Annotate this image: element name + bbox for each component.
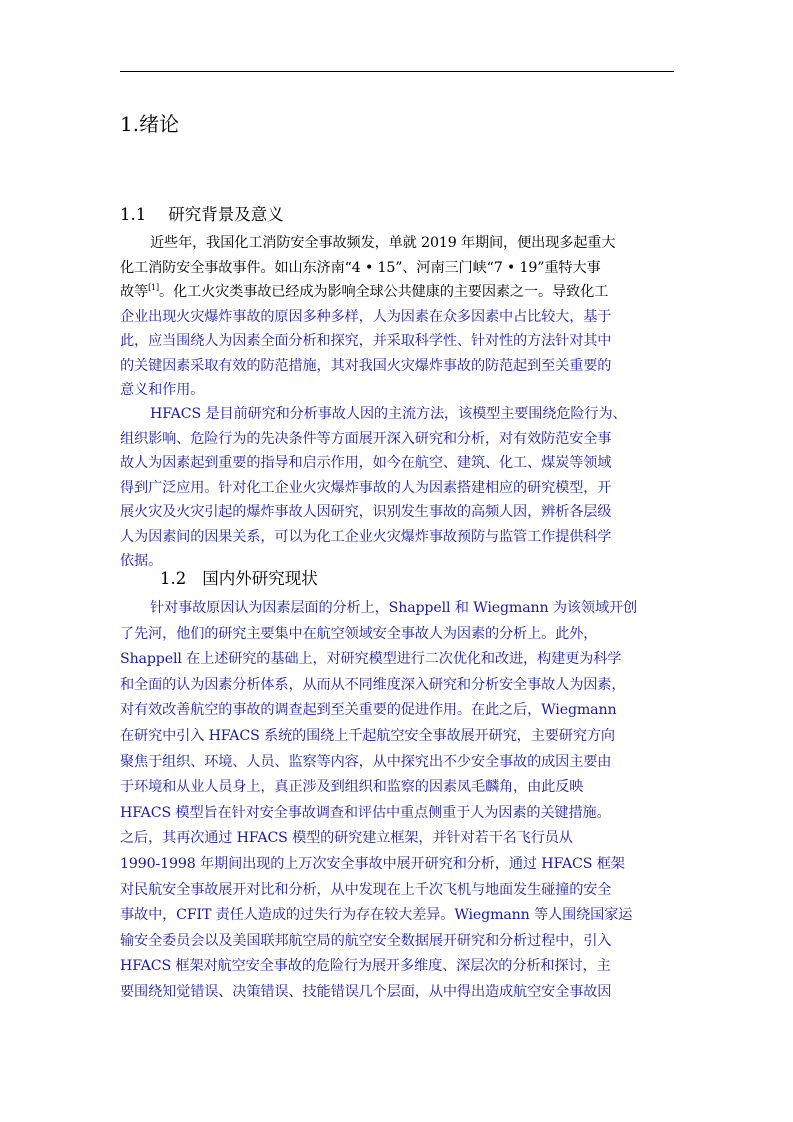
text-line: 企业出现火灾爆炸事故的原因多种多样，人为因素在众多因素中占比较大，基于 <box>120 308 612 325</box>
text-line: Shappell 在上述研究的基础上，对研究模型进行二次优化和改进，构建更为科学 <box>120 651 622 668</box>
text-line: 聚焦于组织、环境、人员、监察等内容，从中探究出不少安全事故的成因主要由 <box>120 753 612 770</box>
citation-ref: [1] <box>148 283 159 292</box>
section-1-1-heading <box>120 204 284 226</box>
text-line: 1990-1998 年期间出现的上万次安全事故中展开研究和分析，通过 HFACS 框架 <box>120 855 625 872</box>
text-line: HFACS 是目前研究和分析事故人因的主流方法，该模型主要围绕危险行为、 <box>150 406 627 422</box>
text-line: 于环境和从业人员身上，真正涉及到组织和监察的因素凤毛麟角，由此反映 <box>120 779 584 796</box>
section-number: 1.1 <box>120 205 147 224</box>
chapter-title: 1.绪论 <box>120 112 180 136</box>
section-number: 1.2 <box>160 569 187 588</box>
text-line: 和全面的认为因素分析体系，从而从不同维度深入研究和分析安全事故人为因素， <box>120 676 626 693</box>
paragraph-background <box>120 231 680 403</box>
text-line: 对有效改善航空的事故的调查起到至关重要的促进作用。在此之后，Wiegmann <box>120 702 617 719</box>
section-title: 研究背景及意义 <box>168 205 284 224</box>
section-1-2-heading <box>160 568 318 590</box>
text-line: 化工消防安全事故事件。如山东济南“4 • 15”、河南三门峡“7 • 19”重特大事 <box>120 259 601 276</box>
paragraph-hfacs-intro <box>120 402 680 574</box>
text-line: 展火灾及火灾引起的爆炸事故人因研究，识别发生事故的高频人因，辨析各层级 <box>120 504 612 520</box>
text-line: 组织影响、危险行为的先决条件等方面展开深入研究和分析，对有效防范安全事 <box>120 430 612 447</box>
text-line: 得到广泛应用。针对化工企业火灾爆炸事故的人为因素搭建相应的研究模型，开 <box>120 479 612 496</box>
text-line: 了先河，他们的研究主要集中在航空领域安全事故人为因素的分析上。此外， <box>120 625 598 642</box>
text-line: 输安全委员会以及美国联邦航空局的航空安全数据展开研究和分析过程中，引入 <box>120 932 612 949</box>
text-line: HFACS 框架对航空安全事故的危险行为展开多维度、深层次的分析和探讨，主 <box>120 958 611 975</box>
text-line: 人为因素间的因果关系，可以为化工企业火灾爆炸事故预防与监管工作提供科学 <box>120 528 612 545</box>
text-line: 此，应当围绕人为因素全面分析和探究，并采取科学性、针对性的方法针对其中 <box>120 333 612 349</box>
section-title: 国内外研究现状 <box>202 569 318 588</box>
text-line: 近些年，我国化工消防安全事故频发，单就 2019 年期间，便出现多起重大 <box>150 235 616 251</box>
paragraph-research-status <box>120 596 680 1006</box>
text-line: 故等[1]。化工火灾类事故已经成为影响全球公共健康的主要因素之一。导致化工 <box>120 283 609 300</box>
header-rule <box>120 71 674 72</box>
text-line: HFACS 模型旨在针对安全事故调查和评估中重点侧重于人为因素的关键措施。 <box>120 804 611 821</box>
text-line: 事故中，CFIT 责任人造成的过失行为存在较大差异。Wiegmann 等人围绕国家运 <box>120 907 633 924</box>
text-line: 的关键因素采取有效的防范措施，其对我国火灾爆炸事故的防范起到至关重要的 <box>120 357 612 374</box>
text-line: 对民航安全事故展开对比和分析，从中发现在上千次飞机与地面发生碰撞的安全 <box>120 881 612 898</box>
text-line: 之后，其再次通过 HFACS 模型的研究建立框架，并针对若干名飞行员从 <box>120 830 573 847</box>
text-line: 在研究中引入 HFACS 系统的围绕上千起航空安全事故展开研究，主要研究方向 <box>120 727 615 744</box>
text-line: 故人为因素起到重要的指导和启示作用，如今在航空、建筑、化工、煤炭等领域 <box>120 455 612 471</box>
text-line: 针对事故原因认为因素层面的分析上，Shappell 和 Wiegmann 为该领域开创 <box>150 600 638 616</box>
text-line: 要围绕知觉错误、决策错误、技能错误几个层面，从中得出造成航空安全事故因 <box>120 983 612 1000</box>
text-line: 依据。 <box>120 553 163 569</box>
text-line: 意义和作用。 <box>120 382 205 398</box>
